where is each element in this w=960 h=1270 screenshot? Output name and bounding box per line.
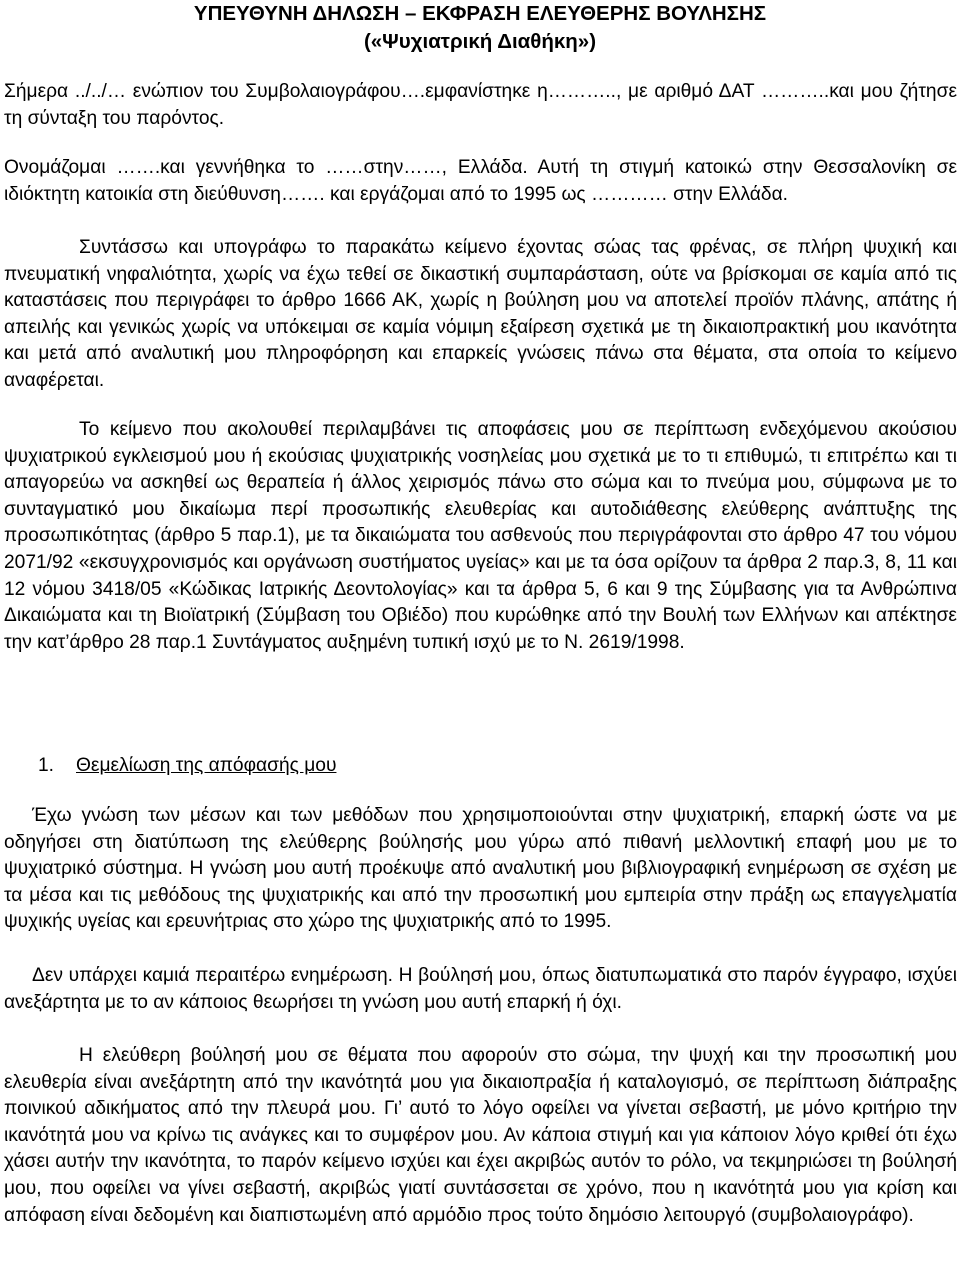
paragraph-identity: Ονομάζομαι …….και γεννήθηκα το ……στην……, Ελλάδα. Αυτή τη στιγμή κατοικώ στην Θεσσαλονίκη σε ιδιόκτητη κατοικία στη διεύθυνση……. και εργάζομαι από το 1995 ως ………… στην Ελλάδα. [4, 157, 957, 205]
section-title: Θεμελίωση της απόφασής μου [76, 755, 337, 776]
paragraph-appearance: Σήμερα ../../… ενώπιον του Συμβολαιογράφου….εμφανίστηκε η……….., με αριθμό ΔΑΤ ………..και μου ζήτησε τη σύνταξη του παρόντος. [4, 81, 957, 129]
paragraph-no-further-info: Δεν υπάρχει καμιά περαιτέρω ενημέρωση. Η βούλησή μου, όπως διατυπωματικά στο παρόν έγγραφο, ισχύει ανεξάρτητα με το αν κάποιος θεωρήσει τη γνώση μου αυτή επαρκή ή όχι. [4, 965, 957, 1013]
section-heading-1 [38, 753, 336, 779]
document-subtitle: («Ψυχιατρική Διαθήκη») [363, 30, 597, 53]
paragraph-scope: Το κείμενο που ακολουθεί περιλαμβάνει τις αποφάσεις μου σε περίπτωση ενδεχόμενου ακούσιου ψυχιατρικού εγκλεισμού μου ή εκούσιας ψυχιατρικής νοσηλείας μου σχετικά με το τι επιθυμώ, τι επιτρέπω και τι απαγορεύω να ασκηθεί ως θεραπεία ή άλλος χειρισμός πάνω στο σώμα και το πνεύμα μου, σύμφωνα με το συνταγματικό μου δικαίωμα περί προσωπικής ελευθερίας και αυτοδιάθεσης ελεύθερης ανάπτυξης της προσωπικότητας (άρθρο 5 παρ.1), με τα δικαιώματα του ασθενούς που περιγράφονται στο άρθρο 47 του νόμου 2071/92 «εκσυγχρονισμός και οργάνωση συστήματος υγείας» και με τα όσα ορίζουν τα άρθρα 2 παρ.3, 8, 11 και 12 νόμου 3418/05 «Κώδικας Ιατρικής Δεοντολογίας» και τα άρθρα 5, 6 και 9 της Σύμβασης για τα Ανθρώπινα Δικαιώματα και τη Βιοϊατρική (Σύμβαση του Οβιέδο) που κυρώθηκε από την Βουλή των Ελλήνων και απέκτησε την κατ’άρθρο 28 παρ.1 Συντάγματος αυξημένη τυπική ισχύ με το Ν. 2619/1998. [4, 419, 957, 653]
paragraph-free-will: Η ελεύθερη βούλησή μου σε θέματα που αφορούν στο σώμα, την ψυχή και την προσωπική μου ελευθερία είναι ανεξάρτητη από την ικανότητά μου για δικαιοπραξία ή καταλογισμό, σε περίπτωση διάπραξης ποινικού αδικήματος από την πλευρά μου. Γι’ αυτό το λόγο οφείλει να γίνεται σεβαστή, με μόνο κριτήριο την ικανότητά μου να κρίνω τις ανάγκες και το συμφέρον μου. Αν κάποια στιγμή και για κάποιον λόγο κριθεί ότι έχω χάσει αυτήν την ικανότητα, το παρόν κείμενο ισχύει και έχει ακριβώς αυτόν το ρόλο, να τεκμηριώσει τη βούλησή μου, που οφείλει να γίνει σεβαστή, ακριβώς γιατί συντάσσεται σε χρόνο, που η ικανότητά μου για κρίση και απόφαση είναι δεδομένη και διαπιστωμένη από αρμόδιο προς τούτο δημόσιο λειτουργό (συμβολαιογράφο). [4, 1045, 957, 1226]
section-number: 1. [38, 755, 55, 776]
document-title: ΥΠΕΥΘΥΝΗ ΔΗΛΩΣΗ – ΕΚΦΡΑΣΗ ΕΛΕΥΘΕΡΗΣ ΒΟΥΛΗΣΗΣ [193, 2, 767, 25]
paragraph-knowledge: Έχω γνώση των μέσων και των μεθόδων που χρησιμοποιούνται στην ψυχιατρική, επαρκή ώστε να με οδηγήσει στη διατύπωση της ελεύθερης βούλησής μου γύρω από πιθανή μελλοντική επαφή μου με το ψυχιατρικό σύστημα. Η γνώση μου αυτή προέκυψε από αναλυτική μου βιβλιογραφική ενημέρωση σε σχέση με τα μέσα και τις μεθόδους της ψυχιατρικής και από την προσωπική μου εμπειρία στην πράξη ως επαγγελματία ψυχικής υγείας και ερευνήτριας στο χώρο της ψυχιατρικής από το 1995. [4, 805, 957, 933]
paragraph-capacity: Συντάσσω και υπογράφω το παρακάτω κείμενο έχοντας σώας τας φρένας, σε πλήρη ψυχική και πνευματική νηφαλιότητα, χωρίς να έχω τεθεί σε δικαστική συμπαράσταση, ούτε να βρίσκομαι σε καμία από τις καταστάσεις που περιγράφει το άρθρο 1666 ΑΚ, χωρίς η βούληση μου να αποτελεί προϊόν πλάνης, απάτης ή απειλής και γενικώς χωρίς να υπόκειμαι σε καμία νόμιμη εξαίρεση σχετικά με τη δικαιοπρακτική μου ικανότητα και μετά από αναλυτική μου πληροφόρηση και επαρκείς γνώσεις πάνω στα θέματα, στα οποία το κείμενο αναφέρεται. [4, 237, 957, 391]
